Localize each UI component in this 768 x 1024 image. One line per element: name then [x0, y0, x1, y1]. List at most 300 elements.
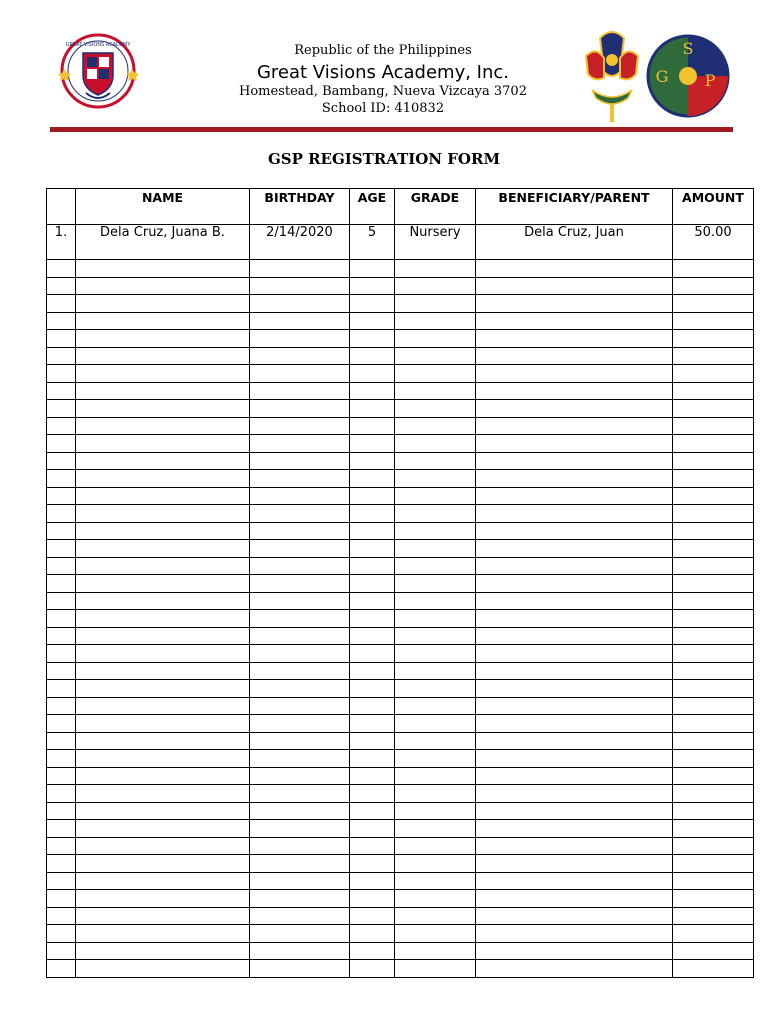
cell-amount[interactable] — [673, 505, 754, 523]
cell-amount[interactable] — [673, 785, 754, 803]
cell-name[interactable] — [76, 557, 250, 575]
cell-amount[interactable]: 50.00 — [673, 225, 754, 260]
cell-number[interactable] — [47, 697, 76, 715]
cell-amount[interactable] — [673, 452, 754, 470]
cell-beneficiary[interactable] — [476, 750, 673, 768]
cell-age[interactable] — [350, 750, 395, 768]
cell-birthday[interactable] — [250, 802, 350, 820]
cell-amount[interactable] — [673, 942, 754, 960]
cell-number[interactable] — [47, 645, 76, 663]
cell-age[interactable] — [350, 802, 395, 820]
school-seal-logo — [56, 33, 140, 109]
cell-number[interactable] — [47, 767, 76, 785]
cell-birthday[interactable] — [250, 260, 350, 278]
cell-grade[interactable] — [395, 890, 476, 908]
cell-age[interactable] — [350, 645, 395, 663]
cell-amount[interactable] — [673, 715, 754, 733]
cell-number[interactable] — [47, 855, 76, 873]
cell-birthday[interactable] — [250, 680, 350, 698]
cell-beneficiary[interactable] — [476, 505, 673, 523]
cell-name[interactable] — [76, 627, 250, 645]
cell-grade[interactable] — [395, 277, 476, 295]
cell-age[interactable] — [350, 435, 395, 453]
cell-number[interactable] — [47, 627, 76, 645]
cell-grade[interactable] — [395, 260, 476, 278]
cell-number[interactable] — [47, 592, 76, 610]
cell-amount[interactable] — [673, 382, 754, 400]
cell-name[interactable] — [76, 925, 250, 943]
cell-age[interactable] — [350, 785, 395, 803]
cell-beneficiary[interactable] — [476, 645, 673, 663]
cell-amount[interactable] — [673, 435, 754, 453]
cell-number[interactable] — [47, 295, 76, 313]
cell-beneficiary[interactable] — [476, 785, 673, 803]
cell-beneficiary[interactable] — [476, 330, 673, 348]
cell-age[interactable] — [350, 960, 395, 978]
cell-age[interactable] — [350, 347, 395, 365]
cell-grade[interactable] — [395, 732, 476, 750]
cell-age[interactable] — [350, 925, 395, 943]
cell-grade[interactable] — [395, 767, 476, 785]
cell-name[interactable] — [76, 802, 250, 820]
cell-number[interactable] — [47, 540, 76, 558]
cell-birthday[interactable] — [250, 925, 350, 943]
cell-amount[interactable] — [673, 697, 754, 715]
cell-amount[interactable] — [673, 872, 754, 890]
cell-name[interactable] — [76, 767, 250, 785]
cell-number[interactable] — [47, 750, 76, 768]
cell-age[interactable] — [350, 295, 395, 313]
cell-name[interactable] — [76, 610, 250, 628]
cell-amount[interactable] — [673, 767, 754, 785]
cell-grade[interactable] — [395, 610, 476, 628]
cell-name[interactable] — [76, 540, 250, 558]
cell-birthday[interactable] — [250, 872, 350, 890]
cell-amount[interactable] — [673, 890, 754, 908]
cell-grade[interactable] — [395, 872, 476, 890]
cell-birthday[interactable] — [250, 715, 350, 733]
cell-amount[interactable] — [673, 610, 754, 628]
table-row — [47, 260, 754, 278]
cell-amount[interactable] — [673, 400, 754, 418]
cell-amount[interactable] — [673, 487, 754, 505]
cell-name[interactable] — [76, 750, 250, 768]
cell-grade[interactable] — [395, 505, 476, 523]
cell-name[interactable] — [76, 312, 250, 330]
cell-birthday[interactable] — [250, 627, 350, 645]
cell-grade[interactable] — [395, 837, 476, 855]
cell-birthday[interactable] — [250, 330, 350, 348]
cell-beneficiary[interactable] — [476, 417, 673, 435]
cell-name[interactable] — [76, 417, 250, 435]
cell-birthday[interactable] — [250, 697, 350, 715]
cell-age[interactable] — [350, 680, 395, 698]
cell-grade[interactable] — [395, 627, 476, 645]
cell-age[interactable] — [350, 260, 395, 278]
cell-birthday[interactable] — [250, 592, 350, 610]
cell-name[interactable]: Dela Cruz, Juana B. — [76, 225, 250, 260]
cell-beneficiary[interactable] — [476, 347, 673, 365]
cell-grade[interactable] — [395, 715, 476, 733]
cell-amount[interactable] — [673, 837, 754, 855]
cell-age[interactable] — [350, 907, 395, 925]
cell-amount[interactable] — [673, 312, 754, 330]
cell-amount[interactable] — [673, 802, 754, 820]
cell-age[interactable] — [350, 522, 395, 540]
cell-age[interactable]: 5 — [350, 225, 395, 260]
cell-beneficiary[interactable] — [476, 820, 673, 838]
cell-name[interactable] — [76, 260, 250, 278]
cell-beneficiary[interactable] — [476, 960, 673, 978]
cell-name[interactable] — [76, 732, 250, 750]
cell-name[interactable] — [76, 505, 250, 523]
cell-amount[interactable] — [673, 925, 754, 943]
cell-grade[interactable] — [395, 907, 476, 925]
cell-name[interactable] — [76, 820, 250, 838]
cell-beneficiary[interactable] — [476, 400, 673, 418]
cell-age[interactable] — [350, 592, 395, 610]
cell-grade[interactable] — [395, 942, 476, 960]
cell-grade[interactable] — [395, 435, 476, 453]
cell-beneficiary[interactable] — [476, 295, 673, 313]
table-row — [47, 715, 754, 733]
cell-birthday[interactable] — [250, 890, 350, 908]
cell-amount[interactable] — [673, 365, 754, 383]
cell-amount[interactable] — [673, 732, 754, 750]
cell-grade[interactable] — [395, 557, 476, 575]
cell-grade[interactable] — [395, 522, 476, 540]
cell-number[interactable] — [47, 435, 76, 453]
cell-amount[interactable] — [673, 820, 754, 838]
table-row — [47, 942, 754, 960]
cell-grade[interactable] — [395, 470, 476, 488]
cell-number[interactable] — [47, 890, 76, 908]
cell-grade[interactable] — [395, 575, 476, 593]
cell-age[interactable] — [350, 715, 395, 733]
cell-age[interactable] — [350, 942, 395, 960]
cell-name[interactable] — [76, 592, 250, 610]
cell-number[interactable] — [47, 312, 76, 330]
cell-number[interactable]: 1. — [47, 225, 76, 260]
cell-beneficiary[interactable] — [476, 487, 673, 505]
cell-name[interactable] — [76, 347, 250, 365]
cell-birthday[interactable] — [250, 540, 350, 558]
cell-number[interactable] — [47, 470, 76, 488]
cell-name[interactable] — [76, 715, 250, 733]
cell-birthday[interactable] — [250, 295, 350, 313]
cell-number[interactable] — [47, 365, 76, 383]
cell-age[interactable] — [350, 330, 395, 348]
cell-beneficiary[interactable] — [476, 452, 673, 470]
cell-grade[interactable] — [395, 417, 476, 435]
cell-number[interactable] — [47, 330, 76, 348]
cell-age[interactable] — [350, 610, 395, 628]
cell-grade[interactable] — [395, 382, 476, 400]
cell-age[interactable] — [350, 312, 395, 330]
cell-birthday[interactable] — [250, 645, 350, 663]
cell-name[interactable] — [76, 470, 250, 488]
cell-beneficiary[interactable] — [476, 260, 673, 278]
cell-name[interactable] — [76, 662, 250, 680]
cell-age[interactable] — [350, 575, 395, 593]
cell-beneficiary[interactable] — [476, 767, 673, 785]
cell-number[interactable] — [47, 382, 76, 400]
cell-amount[interactable] — [673, 645, 754, 663]
cell-name[interactable] — [76, 785, 250, 803]
cell-amount[interactable] — [673, 750, 754, 768]
cell-grade[interactable] — [395, 855, 476, 873]
cell-birthday[interactable] — [250, 417, 350, 435]
cell-beneficiary[interactable] — [476, 610, 673, 628]
cell-age[interactable] — [350, 365, 395, 383]
cell-beneficiary[interactable] — [476, 680, 673, 698]
cell-amount[interactable] — [673, 522, 754, 540]
cell-beneficiary[interactable] — [476, 697, 673, 715]
cell-number[interactable] — [47, 715, 76, 733]
cell-age[interactable] — [350, 400, 395, 418]
cell-beneficiary[interactable] — [476, 855, 673, 873]
cell-name[interactable] — [76, 907, 250, 925]
cell-amount[interactable] — [673, 575, 754, 593]
cell-number[interactable] — [47, 872, 76, 890]
cell-birthday[interactable] — [250, 277, 350, 295]
cell-birthday[interactable] — [250, 435, 350, 453]
cell-amount[interactable] — [673, 540, 754, 558]
cell-number[interactable] — [47, 452, 76, 470]
cell-number[interactable] — [47, 522, 76, 540]
cell-number[interactable] — [47, 417, 76, 435]
cell-number[interactable] — [47, 837, 76, 855]
cell-birthday[interactable] — [250, 785, 350, 803]
cell-grade[interactable] — [395, 662, 476, 680]
cell-birthday[interactable] — [250, 470, 350, 488]
cell-beneficiary[interactable] — [476, 715, 673, 733]
cell-birthday[interactable] — [250, 522, 350, 540]
cell-name[interactable] — [76, 435, 250, 453]
cell-birthday[interactable] — [250, 820, 350, 838]
cell-birthday[interactable] — [250, 610, 350, 628]
cell-name[interactable] — [76, 942, 250, 960]
cell-beneficiary[interactable] — [476, 365, 673, 383]
cell-amount[interactable] — [673, 417, 754, 435]
cell-age[interactable] — [350, 470, 395, 488]
cell-number[interactable] — [47, 487, 76, 505]
cell-name[interactable] — [76, 872, 250, 890]
cell-grade[interactable] — [395, 592, 476, 610]
table-row — [47, 732, 754, 750]
cell-number[interactable] — [47, 400, 76, 418]
table-row — [47, 872, 754, 890]
cell-number[interactable] — [47, 820, 76, 838]
cell-grade[interactable] — [395, 680, 476, 698]
cell-grade[interactable]: Nursery — [395, 225, 476, 260]
cell-amount[interactable] — [673, 855, 754, 873]
cell-amount[interactable] — [673, 680, 754, 698]
cell-age[interactable] — [350, 890, 395, 908]
cell-amount[interactable] — [673, 470, 754, 488]
cell-grade[interactable] — [395, 960, 476, 978]
cell-beneficiary[interactable] — [476, 942, 673, 960]
cell-birthday[interactable] — [250, 767, 350, 785]
cell-beneficiary[interactable] — [476, 277, 673, 295]
cell-birthday[interactable] — [250, 960, 350, 978]
cell-beneficiary[interactable] — [476, 627, 673, 645]
cell-beneficiary[interactable] — [476, 890, 673, 908]
cell-number[interactable] — [47, 260, 76, 278]
cell-birthday[interactable] — [250, 750, 350, 768]
cell-name[interactable] — [76, 330, 250, 348]
cell-name[interactable] — [76, 487, 250, 505]
cell-beneficiary[interactable] — [476, 540, 673, 558]
cell-birthday[interactable] — [250, 942, 350, 960]
cell-grade[interactable] — [395, 820, 476, 838]
cell-age[interactable] — [350, 627, 395, 645]
cell-age[interactable] — [350, 855, 395, 873]
cell-name[interactable] — [76, 295, 250, 313]
cell-amount[interactable] — [673, 557, 754, 575]
cell-birthday[interactable] — [250, 557, 350, 575]
cell-amount[interactable] — [673, 907, 754, 925]
cell-name[interactable] — [76, 277, 250, 295]
cell-beneficiary[interactable] — [476, 925, 673, 943]
cell-age[interactable] — [350, 417, 395, 435]
cell-birthday[interactable] — [250, 575, 350, 593]
cell-birthday[interactable] — [250, 347, 350, 365]
cell-grade[interactable] — [395, 365, 476, 383]
cell-grade[interactable] — [395, 540, 476, 558]
cell-amount[interactable] — [673, 347, 754, 365]
cell-grade[interactable] — [395, 802, 476, 820]
cell-grade[interactable] — [395, 487, 476, 505]
cell-number[interactable] — [47, 732, 76, 750]
cell-birthday[interactable]: 2/14/2020 — [250, 225, 350, 260]
cell-birthday[interactable] — [250, 662, 350, 680]
cell-grade[interactable] — [395, 785, 476, 803]
cell-grade[interactable] — [395, 452, 476, 470]
cell-age[interactable] — [350, 697, 395, 715]
cell-birthday[interactable] — [250, 487, 350, 505]
cell-grade[interactable] — [395, 645, 476, 663]
cell-age[interactable] — [350, 277, 395, 295]
cell-beneficiary[interactable] — [476, 575, 673, 593]
cell-amount[interactable] — [673, 592, 754, 610]
cell-beneficiary[interactable] — [476, 592, 673, 610]
cell-number[interactable] — [47, 610, 76, 628]
cell-grade[interactable] — [395, 312, 476, 330]
cell-name[interactable] — [76, 697, 250, 715]
cell-number[interactable] — [47, 960, 76, 978]
cell-age[interactable] — [350, 662, 395, 680]
cell-beneficiary[interactable] — [476, 837, 673, 855]
cell-birthday[interactable] — [250, 382, 350, 400]
cell-name[interactable] — [76, 855, 250, 873]
cell-number[interactable] — [47, 557, 76, 575]
cell-number[interactable] — [47, 942, 76, 960]
cell-birthday[interactable] — [250, 400, 350, 418]
cell-beneficiary[interactable] — [476, 557, 673, 575]
cell-name[interactable] — [76, 837, 250, 855]
cell-number[interactable] — [47, 907, 76, 925]
cell-age[interactable] — [350, 487, 395, 505]
cell-amount[interactable] — [673, 627, 754, 645]
cell-name[interactable] — [76, 400, 250, 418]
cell-age[interactable] — [350, 872, 395, 890]
cell-beneficiary[interactable]: Dela Cruz, Juan — [476, 225, 673, 260]
cell-age[interactable] — [350, 820, 395, 838]
cell-number[interactable] — [47, 277, 76, 295]
cell-grade[interactable] — [395, 697, 476, 715]
cell-age[interactable] — [350, 452, 395, 470]
cell-grade[interactable] — [395, 400, 476, 418]
cell-beneficiary[interactable] — [476, 907, 673, 925]
cell-number[interactable] — [47, 785, 76, 803]
cell-beneficiary[interactable] — [476, 732, 673, 750]
cell-amount[interactable] — [673, 330, 754, 348]
cell-age[interactable] — [350, 382, 395, 400]
cell-beneficiary[interactable] — [476, 662, 673, 680]
cell-age[interactable] — [350, 732, 395, 750]
cell-amount[interactable] — [673, 295, 754, 313]
cell-name[interactable] — [76, 960, 250, 978]
cell-birthday[interactable] — [250, 907, 350, 925]
cell-name[interactable] — [76, 452, 250, 470]
cell-beneficiary[interactable] — [476, 470, 673, 488]
cell-grade[interactable] — [395, 347, 476, 365]
cell-beneficiary[interactable] — [476, 312, 673, 330]
cell-age[interactable] — [350, 837, 395, 855]
cell-birthday[interactable] — [250, 505, 350, 523]
cell-name[interactable] — [76, 575, 250, 593]
cell-age[interactable] — [350, 540, 395, 558]
cell-birthday[interactable] — [250, 837, 350, 855]
cell-beneficiary[interactable] — [476, 872, 673, 890]
cell-grade[interactable] — [395, 925, 476, 943]
cell-age[interactable] — [350, 557, 395, 575]
cell-birthday[interactable] — [250, 732, 350, 750]
cell-number[interactable] — [47, 662, 76, 680]
cell-number[interactable] — [47, 347, 76, 365]
cell-amount[interactable] — [673, 277, 754, 295]
cell-number[interactable] — [47, 505, 76, 523]
cell-name[interactable] — [76, 522, 250, 540]
cell-age[interactable] — [350, 767, 395, 785]
cell-beneficiary[interactable] — [476, 522, 673, 540]
cell-number[interactable] — [47, 575, 76, 593]
cell-number[interactable] — [47, 802, 76, 820]
cell-name[interactable] — [76, 645, 250, 663]
cell-grade[interactable] — [395, 295, 476, 313]
cell-birthday[interactable] — [250, 365, 350, 383]
cell-age[interactable] — [350, 505, 395, 523]
cell-name[interactable] — [76, 365, 250, 383]
cell-grade[interactable] — [395, 330, 476, 348]
cell-amount[interactable] — [673, 260, 754, 278]
cell-beneficiary[interactable] — [476, 435, 673, 453]
cell-birthday[interactable] — [250, 452, 350, 470]
cell-birthday[interactable] — [250, 312, 350, 330]
cell-beneficiary[interactable] — [476, 802, 673, 820]
cell-birthday[interactable] — [250, 855, 350, 873]
cell-amount[interactable] — [673, 662, 754, 680]
cell-name[interactable] — [76, 680, 250, 698]
cell-name[interactable] — [76, 890, 250, 908]
cell-number[interactable] — [47, 680, 76, 698]
cell-number[interactable] — [47, 925, 76, 943]
cell-grade[interactable] — [395, 750, 476, 768]
cell-beneficiary[interactable] — [476, 382, 673, 400]
cell-amount[interactable] — [673, 960, 754, 978]
cell-name[interactable] — [76, 382, 250, 400]
